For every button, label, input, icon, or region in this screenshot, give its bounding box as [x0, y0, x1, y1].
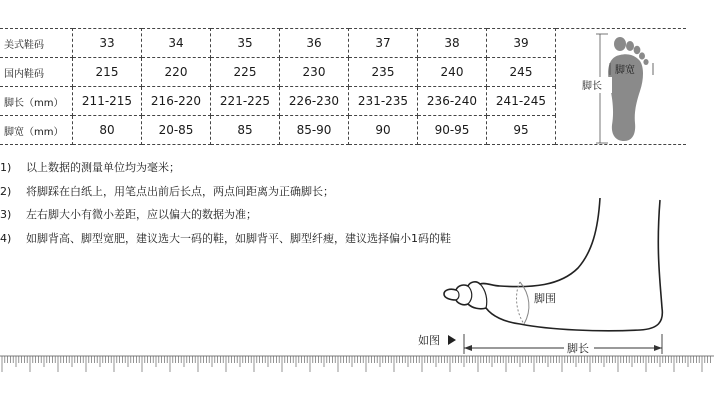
note-item: [0, 156, 451, 180]
arrow-right-icon: [654, 345, 662, 351]
table-cell: 90: [349, 116, 418, 145]
table-cell: 38: [418, 29, 487, 58]
note-text: 如脚背高、脚型宽肥，建议选大一码的鞋，如脚背平、脚型纤瘦，建议选择偏小1码的鞋: [26, 231, 451, 245]
table-cell: 245: [487, 58, 556, 87]
girth-line: [520, 282, 529, 324]
table-cell: 230: [280, 58, 349, 87]
table-cell: 33: [73, 29, 142, 58]
note-text: 以上数据的测量单位均为毫米；: [26, 161, 180, 174]
table-cell: 85-90: [280, 116, 349, 145]
table-cell: 20-85: [142, 116, 211, 145]
row-label: 脚长（mm）: [0, 87, 73, 116]
table-cell: 211-215: [73, 87, 142, 116]
toe-shape: [634, 46, 641, 54]
row-label: 美式鞋码: [0, 29, 73, 58]
table-cell: 236-240: [418, 87, 487, 116]
arrow-left-icon: [464, 345, 472, 351]
note-text: 将脚踩在白纸上，用笔点出前后长点，两点间距离为正确脚长；: [26, 184, 334, 198]
toe-line: [456, 290, 459, 300]
foot-sole-diagram: [556, 29, 686, 145]
note-number: 4): [0, 231, 12, 245]
note-item: [0, 203, 451, 227]
row-label: 国内鞋码: [0, 58, 73, 87]
row-label: 脚宽（mm）: [0, 116, 73, 145]
table-cell: 37: [349, 29, 418, 58]
table-cell: 80: [73, 116, 142, 145]
table-cell: 95: [487, 116, 556, 145]
table-cell: 240: [418, 58, 487, 87]
table-cell: 231-235: [349, 87, 418, 116]
girth-label: 脚围: [534, 292, 556, 305]
note-number: 1): [0, 161, 12, 174]
as-shown-label: 如图: [418, 334, 440, 347]
toe-line: [468, 286, 472, 304]
table-row-us-size: [0, 29, 686, 58]
foot-outline-icon: [444, 198, 662, 331]
table-cell: 220: [142, 58, 211, 87]
table-cell: 241-245: [487, 87, 556, 116]
measuring-ruler: [0, 352, 714, 404]
table-cell: 215: [73, 58, 142, 87]
pointer-triangle-icon: [448, 335, 456, 345]
table-cell: 90-95: [418, 116, 487, 145]
length-label: 脚长: [582, 81, 602, 92]
table-cell: 221-225: [211, 87, 280, 116]
note-text: 左右脚大小有微小差距，应以偏大的数据为准；: [26, 208, 257, 221]
table-cell: 35: [211, 29, 280, 58]
table-cell: 225: [211, 58, 280, 87]
table-cell: 39: [487, 29, 556, 58]
note-item: [0, 180, 451, 204]
toe-shape: [626, 41, 634, 51]
toe-line: [480, 284, 487, 308]
side-foot-illustration: [400, 190, 714, 360]
foot-measure-diagram: [556, 29, 687, 145]
width-label: 脚宽: [615, 65, 635, 76]
table-cell: 34: [142, 29, 211, 58]
table-cell: 235: [349, 58, 418, 87]
girth-line-back: [517, 282, 524, 324]
toe-shape: [643, 59, 648, 65]
table-cell: 36: [280, 29, 349, 58]
toe-shape: [639, 52, 645, 59]
table-cell: 216-220: [142, 87, 211, 116]
note-item: [0, 227, 451, 251]
measurement-notes: [0, 156, 451, 250]
size-chart-table: [0, 28, 686, 145]
table-cell: 226-230: [280, 87, 349, 116]
toe-shape: [614, 37, 626, 51]
table-cell: 85: [211, 116, 280, 145]
note-number: 2): [0, 184, 12, 198]
ruler-ticks: [2, 356, 710, 372]
side-length-label: 脚长: [567, 342, 589, 355]
note-number: 3): [0, 208, 12, 221]
